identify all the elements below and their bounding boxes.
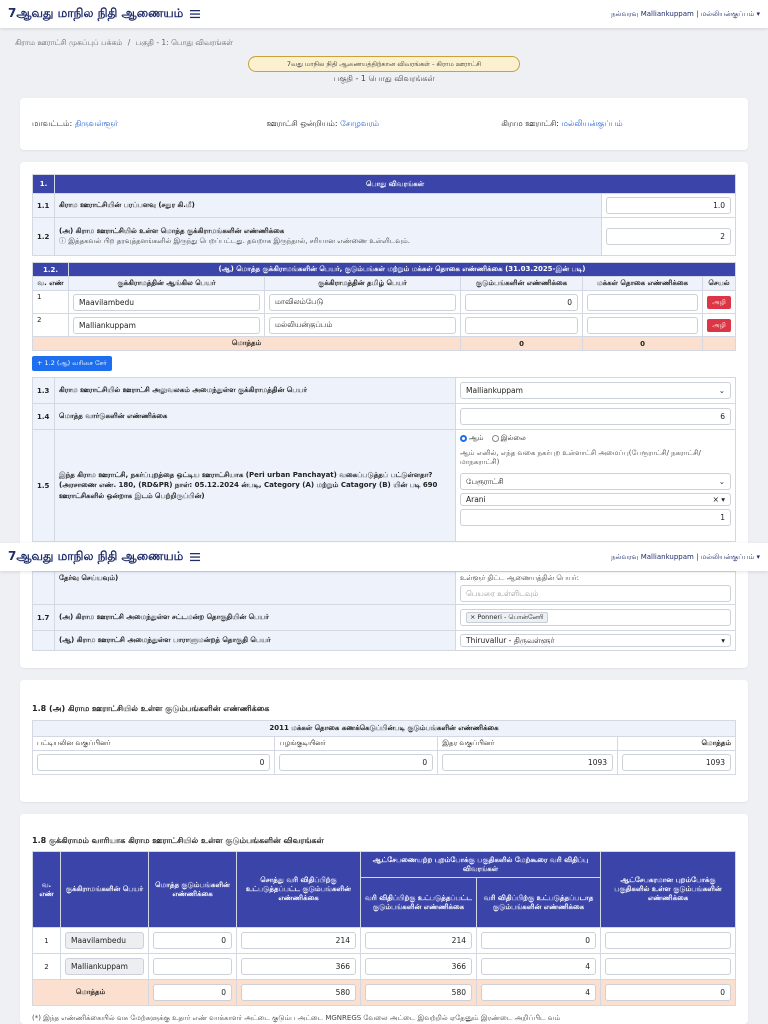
office-hamlet-select[interactable]: Malliankuppam ⌄ xyxy=(460,382,731,399)
col-sn: வ. எண் xyxy=(33,277,69,291)
user-menu[interactable]: நல்வரவு Malliankuppam | மல்லியன்குப்பம் ▾ xyxy=(611,9,760,18)
col-population: மக்கள் தொகை எண்ணிக்கை xyxy=(583,277,703,291)
tax-families-input[interactable]: 214 xyxy=(241,932,356,949)
total-label: மொத்தம் xyxy=(33,980,149,1006)
untaxed-input[interactable]: 0 xyxy=(481,932,596,949)
total-families-sum: 0 xyxy=(153,984,232,1001)
col-families: குடும்பங்களின் எண்ணிக்கை xyxy=(461,277,583,291)
population-input[interactable] xyxy=(587,317,698,334)
district-info: மாவட்டம்: திருவள்ளூர் xyxy=(32,119,118,128)
col-total-families: மொத்த குடும்பங்களின் எண்ணிக்கை xyxy=(149,852,237,928)
row-number: 1.2 xyxy=(33,218,55,256)
total-families-input[interactable] xyxy=(153,958,232,975)
col-sc: பட்டியலின வகுப்பினர் xyxy=(33,737,275,751)
assembly-tag[interactable]: × Ponneri - பொன்னேரி xyxy=(466,612,548,623)
col-objectionable: ஆட்சேபகரமான புறம்போக்கு பகுதிகளில் உள்ள குடும்பங்களின் எண்ணிக்கை xyxy=(601,852,736,928)
tax-families-input[interactable]: 366 xyxy=(241,958,356,975)
col-taxed: வரி விதிப்பிற்கு உட்படுத்தப்பட்ட குடும்பங்களின் எண்ணிக்கை xyxy=(361,878,477,928)
table-row xyxy=(33,954,736,980)
top-header xyxy=(0,0,768,28)
table-row xyxy=(33,928,736,954)
total-families: 0 xyxy=(461,337,583,351)
hamburger-menu-icon[interactable] xyxy=(189,551,201,563)
add-row-button[interactable]: + 1.2 (ஆ) வரிசை சேர் xyxy=(32,356,112,371)
objectionable-input[interactable] xyxy=(605,958,731,975)
user-menu[interactable]: நல்வரவு Malliankuppam | மல்லியன்குப்பம் ▾ xyxy=(611,552,760,561)
block-value: சோழவரம் xyxy=(340,119,380,128)
tax-families-sum: 580 xyxy=(241,984,356,1001)
total-families-input[interactable]: 0 xyxy=(153,932,232,949)
hamlet-name: Malliankuppam xyxy=(65,958,144,975)
row-number: 1.7 xyxy=(33,605,55,631)
untaxed-sum: 4 xyxy=(481,984,596,1001)
section-title: பொது விவரங்கள் xyxy=(55,175,736,194)
details-table xyxy=(32,377,736,542)
others-input[interactable]: 1093 xyxy=(442,754,613,771)
families-2011-header: 2011 மக்கள் தொகை கணக்கெடுப்பின்படி குடும்பங்களின் எண்ணிக்கை xyxy=(33,721,736,737)
page-subtitle: பகுதி - 1 பொது விவரங்கள் xyxy=(333,74,435,83)
row-sn: 1 xyxy=(33,928,61,954)
sticky-header xyxy=(0,543,768,571)
untaxed-input[interactable]: 4 xyxy=(481,958,596,975)
families-2011-table xyxy=(32,720,736,775)
families-2011-title: 1.8 (அ) கிராம ஊராட்சியில் உள்ள குடும்பங்களின் எண்ணிக்கை xyxy=(32,704,270,713)
row-number: 1.3 xyxy=(33,378,55,404)
col-action: செயல் xyxy=(703,277,736,291)
col-st: பழங்குடியினர் xyxy=(275,737,438,751)
row-number: 1.1 xyxy=(33,194,55,218)
hamlet-count-input[interactable]: 2 xyxy=(606,228,731,245)
assembly-label: (அ) கிராம ஊராட்சி அமைந்துள்ள சட்டமன்ற தொகுதியின் பெயர் xyxy=(55,605,456,631)
tamil-name-input[interactable]: மல்லியன்குப்பம் xyxy=(269,317,456,334)
planning-hint: உள்ளூர் திட்ட ஆணையத்தின் பெயர்: xyxy=(460,574,580,582)
taxed-input[interactable]: 214 xyxy=(365,932,472,949)
english-name-input[interactable]: Malliankuppam xyxy=(73,317,260,334)
families-input[interactable]: 0 xyxy=(465,294,578,311)
col-total: மொத்தம் xyxy=(618,737,736,751)
row-number: 1.5 xyxy=(33,430,55,542)
objectionable-sum: 0 xyxy=(605,984,731,1001)
delete-row-button[interactable]: அழி xyxy=(707,296,731,309)
breadcrumb-separator: / xyxy=(127,38,131,47)
families-2011-card xyxy=(20,680,748,802)
hamlet-families-table xyxy=(32,851,736,1006)
chevron-down-icon: ⌄ xyxy=(718,477,725,486)
wards-label: மொத்த வார்டுகளின் எண்ணிக்கை xyxy=(55,404,456,430)
breadcrumb xyxy=(15,38,233,48)
footnote: (*) இந்த எண்ணிக்கையில் வசு மேற்களுக்கு உதார் எண் வாக்காளர் அட்டை குடும்ப அட்டை MGNREGS வேலை அட்டை இவற்றில் ஏதேனும் இரண்டை அறிப்பிட வம் xyxy=(32,1014,561,1022)
hamlet-name: Maavilambedu xyxy=(65,932,144,949)
office-hamlet-label: கிராம ஊராட்சியில் ஊராட்சி அலுவலகம் அமைந்துள்ள குக்கிராமத்தின் பெயர் xyxy=(55,378,456,404)
section-number: 1. xyxy=(33,175,55,194)
english-name-input[interactable]: Maavilambedu xyxy=(73,294,260,311)
col-tax-families: சொத்து வரி விதிப்பிற்கு உட்படுத்தப்பட்ட குடும்பங்களின் எண்ணிக்கை xyxy=(237,852,361,928)
town-count-input[interactable]: 1 xyxy=(460,509,731,526)
total-row xyxy=(33,980,736,1006)
hamlets-table xyxy=(32,262,736,351)
details-continued xyxy=(32,571,736,651)
row-number: 1.4 xyxy=(33,404,55,430)
assembly-select[interactable] xyxy=(460,609,731,626)
hamlets-section-no: 1.2. xyxy=(33,263,69,277)
total-population: 0 xyxy=(583,337,703,351)
breadcrumb-current: பகுதி - 1: பொது விவரங்கள் xyxy=(135,38,234,47)
row-sn: 2 xyxy=(33,954,61,980)
village-info: கிராம ஊராட்சி: மல்லியன்குப்பம் xyxy=(501,119,623,128)
chevron-down-icon: ▾ xyxy=(721,636,725,645)
objectionable-input[interactable] xyxy=(605,932,731,949)
hamlet-count-note: இத்தகவல் பிற தரவுத்தளங்களில் இருந்து பெறப்பட்டது. தவறாக இருந்தால், சரியான எண்ணை உள்ளிடவும். xyxy=(68,237,410,245)
col-untaxed: வரி விதிப்பிற்கு உட்படுத்தப்படாத குடும்பங்களின் எண்ணிக்கை xyxy=(477,878,601,928)
total-row xyxy=(33,337,736,351)
planning-authority-input[interactable]: பெயரை உள்ளிடவும் xyxy=(460,585,731,602)
hamlet-families-title: 1.8 குக்கிராமம் வாரியாக கிராம ஊராட்சியில் உள்ள குடும்பங்களின் விவரங்கள் xyxy=(32,836,324,845)
col-sn: வ. எண் xyxy=(33,852,61,928)
chevron-down-icon: ⌄ xyxy=(718,386,725,395)
col-english-name: குக்கிராமத்தின் ஆங்கில பெயர் xyxy=(69,277,265,291)
hamlet-count-label: (அ) கிராம ஊராட்சியில் உள்ள மொத்த குக்கிராமங்களின் எண்ணிக்கை xyxy=(59,227,285,235)
clear-chevron-icon: × ▾ xyxy=(712,495,725,504)
town-select[interactable]: Arani × ▾ xyxy=(460,493,731,506)
parliament-label: (ஆ) கிராம ஊராட்சி அமைந்துள்ள பாராளுமன்றத் தொகுதி பெயர் xyxy=(55,631,456,651)
families-input[interactable] xyxy=(465,317,578,334)
urban-type-select[interactable]: பேரூராட்சி ⌄ xyxy=(460,473,731,490)
st-input[interactable]: 0 xyxy=(279,754,433,771)
no-radio[interactable] xyxy=(492,435,499,442)
col-others: இதர வகுப்பினர் xyxy=(438,737,618,751)
hamlet-families-card xyxy=(20,814,748,1024)
col-tamil-name: குக்கிராமத்தின் தமிழ் பெயர் xyxy=(265,277,461,291)
table-row xyxy=(33,314,736,337)
app-title: 7ஆவது மாநில நிதி ஆணையம் xyxy=(8,6,184,20)
taxed-input[interactable]: 366 xyxy=(365,958,472,975)
delete-row-button[interactable]: அழி xyxy=(707,319,731,332)
form-title-pill: 7வது மாநில நிதி ஆணையத்திற்கான விவரங்கள் - கிராம ஊராட்சி xyxy=(248,56,520,72)
yes-label: ஆம் xyxy=(469,434,484,442)
block-info: ஊராட்சி ஒன்றியம்: சோழவரம் xyxy=(266,119,380,128)
yes-radio[interactable] xyxy=(460,435,467,442)
taxed-sum: 580 xyxy=(365,984,472,1001)
info-icon: ⓘ xyxy=(59,237,69,245)
col-group-header: ஆட்சேபணையற்ற புறம்போக்கு பகுதிகளில் மேற்கூரை வரி விதிப்பு விவரங்கள் xyxy=(361,852,601,878)
breadcrumb-home[interactable]: கிராம ஊராட்சி முகப்புப் பக்கம் xyxy=(15,38,123,47)
col-hamlet-name: குக்கிராமங்களின் பெயர் xyxy=(61,852,149,928)
wards-input[interactable]: 6 xyxy=(460,408,731,425)
table-row xyxy=(33,291,736,314)
row-sn: 2 xyxy=(33,314,69,337)
village-value: மல்லியன்குப்பம் xyxy=(561,119,623,128)
sc-input[interactable]: 0 xyxy=(37,754,270,771)
planning-label: தேர்வு செய்யவும்) xyxy=(55,572,456,605)
peri-urban-label: இந்த கிராம ஊராட்சி, நகர்ப்புறத்தை ஒட்டிய ஊராட்சியாக (Peri urban Panchayat) வகைப்படுத்தப் பட்டுள்ளதா? (அரசாணை எண். 180, (RD&PR) நாள்: 05.12.2024 ன்படி, Category (A) மற்றும் Catagory (B) யின் படி 690 ஊராட்சிகளில் ஒன்றாக இடம் பெற்றிருப்பின்) xyxy=(55,430,456,542)
area-label: கிராம ஊராட்சியின் பரப்பளவு (சதுர கி.மீ) xyxy=(55,194,602,218)
hamburger-menu-icon[interactable] xyxy=(189,8,201,20)
urban-body-hint: ஆம் எனில், எந்த வகை நகர்புற உள்ளாட்சி அமைப்பு(பேரூராட்சி/ நகராட்சி/ மாநகராட்சி) xyxy=(460,449,701,466)
hamlets-section-title: (ஆ) மொத்த குக்கிராமங்களின் பெயர், குடும்பங்கள் மற்றும் மக்கள் தொகை எண்ணிக்கை (31.03.2025-இன் படி) xyxy=(69,263,736,277)
total-label: மொத்தம் xyxy=(33,337,461,351)
location-card xyxy=(20,98,748,150)
total-input[interactable]: 1093 xyxy=(622,754,731,771)
parliament-select[interactable]: Thiruvallur - திருவள்ளூர் ▾ xyxy=(460,634,731,647)
app-title: 7ஆவது மாநில நிதி ஆணையம் xyxy=(8,549,184,563)
population-input[interactable] xyxy=(587,294,698,311)
district-value: திருவள்ளூர் xyxy=(74,119,118,128)
general-table xyxy=(32,174,736,256)
tamil-name-input[interactable]: மாவிலம்பேடு xyxy=(269,294,456,311)
row-sn: 1 xyxy=(33,291,69,314)
no-label: இல்லை xyxy=(500,434,526,442)
area-input[interactable]: 1.0 xyxy=(606,197,731,214)
